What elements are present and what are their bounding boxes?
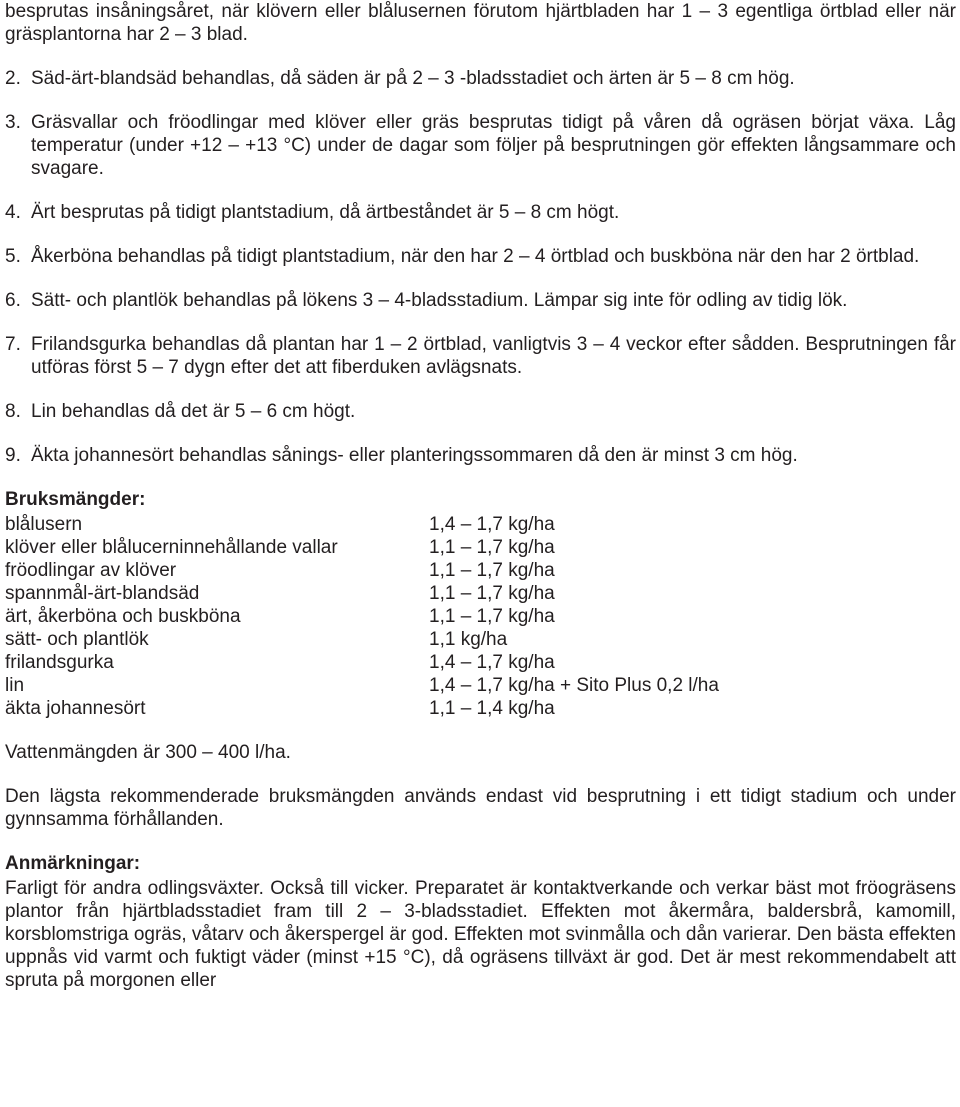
dosage-amount: 1,1 – 1,7 kg/ha [429, 537, 555, 558]
dosage-crop: ärt, åkerböna och buskböna [5, 606, 241, 627]
dosage-amount: 1,4 – 1,7 kg/ha + Sito Plus 0,2 l/ha [429, 675, 719, 696]
list-item [5, 289, 956, 312]
dosage-crop: frilandsgurka [5, 652, 114, 673]
intro-text: besprutas insåningsåret, när klövern eller blålusernen förutom hjärtbladen har 1 – 3 egentliga örtblad eller när gräsplantorna har 2 – 3 blad. [5, 1, 956, 45]
dosage-table [5, 513, 719, 720]
dosage-amount: 1,1 – 1,7 kg/ha [429, 583, 555, 604]
list-item-number: 8. [5, 401, 21, 422]
list-item [5, 333, 956, 379]
dosage-amount: 1,4 – 1,7 kg/ha [429, 514, 555, 535]
list-item [5, 201, 956, 224]
dosage-crop: sätt- och plantlök [5, 629, 149, 650]
numbered-list [5, 67, 956, 467]
list-item-number: 5. [5, 246, 21, 267]
list-item-text: Säd-ärt-blandsäd behandlas, då säden är på 2 – 3 -bladsstadiet och ärten är 5 – 8 cm hög. [31, 68, 795, 89]
list-item [5, 245, 956, 268]
table-row [5, 559, 719, 582]
dosage-crop: spannmål-ärt-blandsäd [5, 583, 200, 604]
list-item-number: 3. [5, 112, 21, 133]
list-item-text: Sätt- och plantlök behandlas på lökens 3 – 4-bladsstadium. Lämpar sig inte för odling av tidig lök. [31, 290, 848, 311]
table-row [5, 651, 719, 674]
list-item-text: Åkerböna behandlas på tidigt plantstadium, när den har 2 – 4 örtblad och buskböna när den har 2 örtblad. [31, 246, 920, 267]
list-item-number: 9. [5, 445, 21, 466]
dosage-amount: 1,1 – 1,7 kg/ha [429, 560, 555, 581]
dosage-crop: blålusern [5, 514, 83, 535]
list-item-number: 7. [5, 334, 21, 355]
table-row [5, 697, 719, 720]
dosage-note: Den lägsta rekommenderade bruksmängden används endast vid besprutning i ett tidigt stadium och under gynnsamma förhållanden. [5, 786, 956, 830]
list-item [5, 67, 956, 90]
list-item [5, 400, 956, 423]
dosage-crop: lin [5, 675, 25, 696]
dosage-amount: 1,1 – 1,7 kg/ha [429, 606, 555, 627]
list-item-text: Äkta johannesört behandlas sånings- eller planteringssommaren då den är minst 3 cm hög. [31, 445, 798, 466]
dosage-crop: äkta johannesört [5, 698, 146, 719]
list-item-text: Gräsvallar och fröodlingar med klöver eller gräs besprutas tidigt på våren då ogräsen börjat växa. Låg temperatur (under +12 – +13 °C) under de dagar som följer på besprutningen gör effekten långsammare och svagare. [31, 112, 956, 179]
table-row [5, 628, 719, 651]
list-item-number: 6. [5, 290, 21, 311]
list-item-number: 2. [5, 68, 21, 89]
list-item-text: Frilandsgurka behandlas då plantan har 1 – 2 örtblad, vanligtvis 3 – 4 veckor efter sådden. Besprutningen får utföras först 5 – 7 dygn efter det att fiberduken avlägsnats. [31, 334, 956, 378]
dosage-crop: klöver eller blålucerninnehållande vallar [5, 537, 338, 558]
list-item-text: Ärt besprutas på tidigt plantstadium, då ärtbeståndet är 5 – 8 cm högt. [31, 202, 620, 223]
table-row [5, 536, 719, 559]
dosage-amount: 1,4 – 1,7 kg/ha [429, 652, 555, 673]
remarks-heading: Anmärkningar: [5, 853, 141, 874]
table-row [5, 674, 719, 697]
table-row [5, 513, 719, 536]
remarks-text: Farligt för andra odlingsväxter. Också till vicker. Preparatet är kontaktverkande och verkar bäst mot fröogräsens plantor från hjärtbladsstadiet fram till 2 – 3-bladsstadiet. Effekten mot åkermåra, baldersbrå, kamomill, korsblomstriga ogräs, våtarv och åkerspergel är god. Effekten mot svinmålla och dån varierar. Den bästa effekten uppnås vid varmt och fuktigt väder (minst +15 °C), då ogräsens tillväxt är god. Det är mest rekommendabelt att spruta på morgonen eller [5, 878, 956, 991]
table-row [5, 605, 719, 628]
list-item [5, 111, 956, 180]
list-item-number: 4. [5, 202, 21, 223]
table-row [5, 582, 719, 605]
list-item-text: Lin behandlas då det är 5 – 6 cm högt. [31, 401, 356, 422]
dosage-heading: Bruksmängder: [5, 489, 146, 510]
water-amount-text: Vattenmängden är 300 – 400 l/ha. [5, 742, 291, 763]
list-item [5, 444, 956, 467]
intro-paragraph [5, 0, 956, 46]
dosage-amount: 1,1 – 1,4 kg/ha [429, 698, 555, 719]
dosage-amount: 1,1 kg/ha [429, 629, 508, 650]
dosage-crop: fröodlingar av klöver [5, 560, 177, 581]
